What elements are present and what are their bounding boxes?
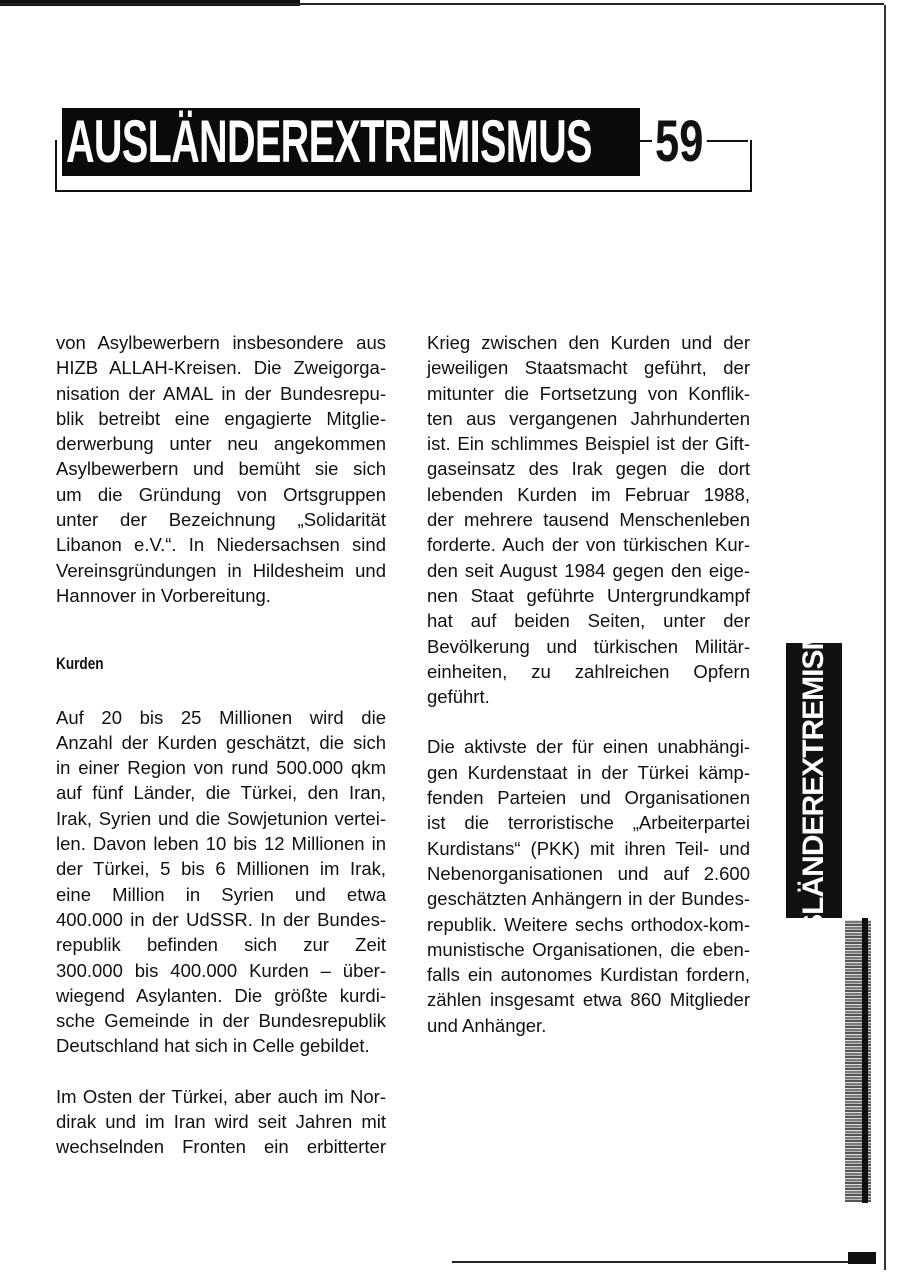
text-line: ten aus vergangenen Jahrhunderten <box>427 407 750 429</box>
text-line: geführt. <box>427 686 490 708</box>
paragraph <box>56 330 386 608</box>
text-line: hat auf beiden Seiten, unter der <box>427 610 750 632</box>
side-tab-edge <box>862 918 868 1203</box>
text-line: forderte. Auch der von türkischen Kur- <box>427 534 750 556</box>
bottom-border-line <box>452 1261 872 1263</box>
text-line: Vereinsgründungen in Hildesheim und <box>56 559 386 581</box>
text-line: fenden Parteien und Organisationen <box>427 787 750 809</box>
text-line: gaseinsatz des Irak gegen die dort <box>427 458 750 480</box>
text-line: gen Kurdenstaat in der Türkei kämp- <box>427 761 750 783</box>
text-line: den seit August 1984 gegen den eige- <box>427 559 750 581</box>
section-heading: Kurden <box>56 654 104 674</box>
text-line: Krieg zwischen den Kurden und der <box>427 332 750 353</box>
text-line: einheiten, zu zahlreichen Opfern <box>427 660 750 682</box>
text-line: eine Million in Syrien und etwa <box>56 883 386 905</box>
text-line: von Asylbewerbern insbesondere aus <box>56 332 386 353</box>
text-line: Hannover in Vorbereitung. <box>56 584 271 606</box>
side-tab <box>786 586 842 975</box>
text-line: Auf 20 bis 25 Millionen wird die <box>56 706 386 728</box>
text-line: Libanon e.V.“. In Niedersachsen sind <box>56 534 386 556</box>
text-line: Kurdistans“ (PKK) mit ihren Teil- und <box>427 837 750 859</box>
text-line: und Anhänger. <box>427 1014 547 1036</box>
text-line: 400.000 in der UdSSR. In der Bundes- <box>56 908 386 930</box>
section-title-box <box>62 108 640 176</box>
page-number: 59 <box>652 108 706 176</box>
text-line: der Türkei, 5 bis 6 Millionen im Irak, <box>56 858 386 880</box>
text-line: Asylbewerbern und bemüht sie sich <box>56 458 386 480</box>
right-border-line <box>884 5 886 1270</box>
text-line: sche Gemeinde in der Bundesrepublik <box>56 1010 386 1032</box>
section-title: AUSLÄNDEREXTREMISMUS <box>65 108 592 175</box>
text-line: nisation der AMAL in der Bundesrepu- <box>56 382 386 404</box>
text-line: Anzahl der Kurden geschätzt, die sich <box>56 731 386 753</box>
text-line: zählen insgesamt etwa 860 Mitglieder <box>427 989 750 1011</box>
text-line: mitunter die Fortsetzung von Konflik- <box>427 382 750 404</box>
paragraph <box>56 705 386 1059</box>
top-border-line <box>0 3 884 5</box>
text-line: ist. Ein schlimmes Beispiel ist der Gift- <box>427 433 750 455</box>
text-line: Im Osten der Türkei, aber auch im Nor- <box>56 1085 386 1107</box>
text-line: republik. Weitere sechs orthodox-kom- <box>427 913 750 935</box>
scan-mark <box>848 1252 876 1264</box>
text-line: um die Gründung von Ortsgruppen <box>56 483 386 505</box>
text-line: len. Davon leben 10 bis 12 Millionen in <box>56 833 386 855</box>
text-line: jeweiligen Staatsmacht geführt, der <box>427 357 750 379</box>
text-line: blik betreibt eine engagierte Mitglie- <box>56 407 386 429</box>
text-line: unter der Bezeichnung „Solidarität <box>56 509 386 531</box>
text-line: 300.000 bis 400.000 Kurden – über- <box>56 959 386 981</box>
text-line: munistische Organisationen, die eben- <box>427 938 750 960</box>
paragraph <box>427 330 750 709</box>
text-line: falls ein autonomes Kurdistan fordern, <box>427 964 750 986</box>
text-line: lebenden Kurden im Februar 1988, <box>427 483 750 505</box>
side-tab-label: AUSLÄNDEREXTREMISMUS <box>797 586 830 975</box>
text-line: republik befinden sich zur Zeit <box>56 934 386 956</box>
right-column <box>427 330 750 1038</box>
text-line: Irak, Syrien und die Sowjetunion vertei- <box>56 807 386 829</box>
paragraph <box>427 734 750 1038</box>
text-line: dirak und im Iran wird seit Jahren mit <box>56 1111 386 1133</box>
text-line: geschätzten Anhängern in der Bundes- <box>427 888 750 910</box>
text-line: Bevölkerung und türkischen Militär- <box>427 635 750 657</box>
paragraph <box>56 1084 386 1160</box>
text-line: nen Staat geführte Untergrundkampf <box>427 584 750 606</box>
text-line: wechselnden Fronten ein erbitterter <box>56 1136 386 1158</box>
text-line: ist die terroristische „Arbeiterpartei <box>427 812 750 834</box>
text-line: derwerbung unter neu angekommen <box>56 433 386 455</box>
left-column <box>56 330 386 1160</box>
text-line: HIZB ALLAH-Kreisen. Die Zweigorga- <box>56 357 386 379</box>
text-line: Die aktivste der für einen unabhängi- <box>427 736 750 758</box>
text-line: auf fünf Länder, die Türkei, den Iran, <box>56 782 386 804</box>
text-line: in einer Region von rund 500.000 qkm <box>56 757 386 779</box>
text-line: der mehrere tausend Menschenleben <box>427 509 750 531</box>
text-line: Nebenorganisationen und auf 2.600 <box>427 862 750 884</box>
text-line: wiegend Asylanten. Die größte kurdi- <box>56 984 386 1006</box>
text-line: Deutschland hat sich in Celle gebildet. <box>56 1035 370 1057</box>
